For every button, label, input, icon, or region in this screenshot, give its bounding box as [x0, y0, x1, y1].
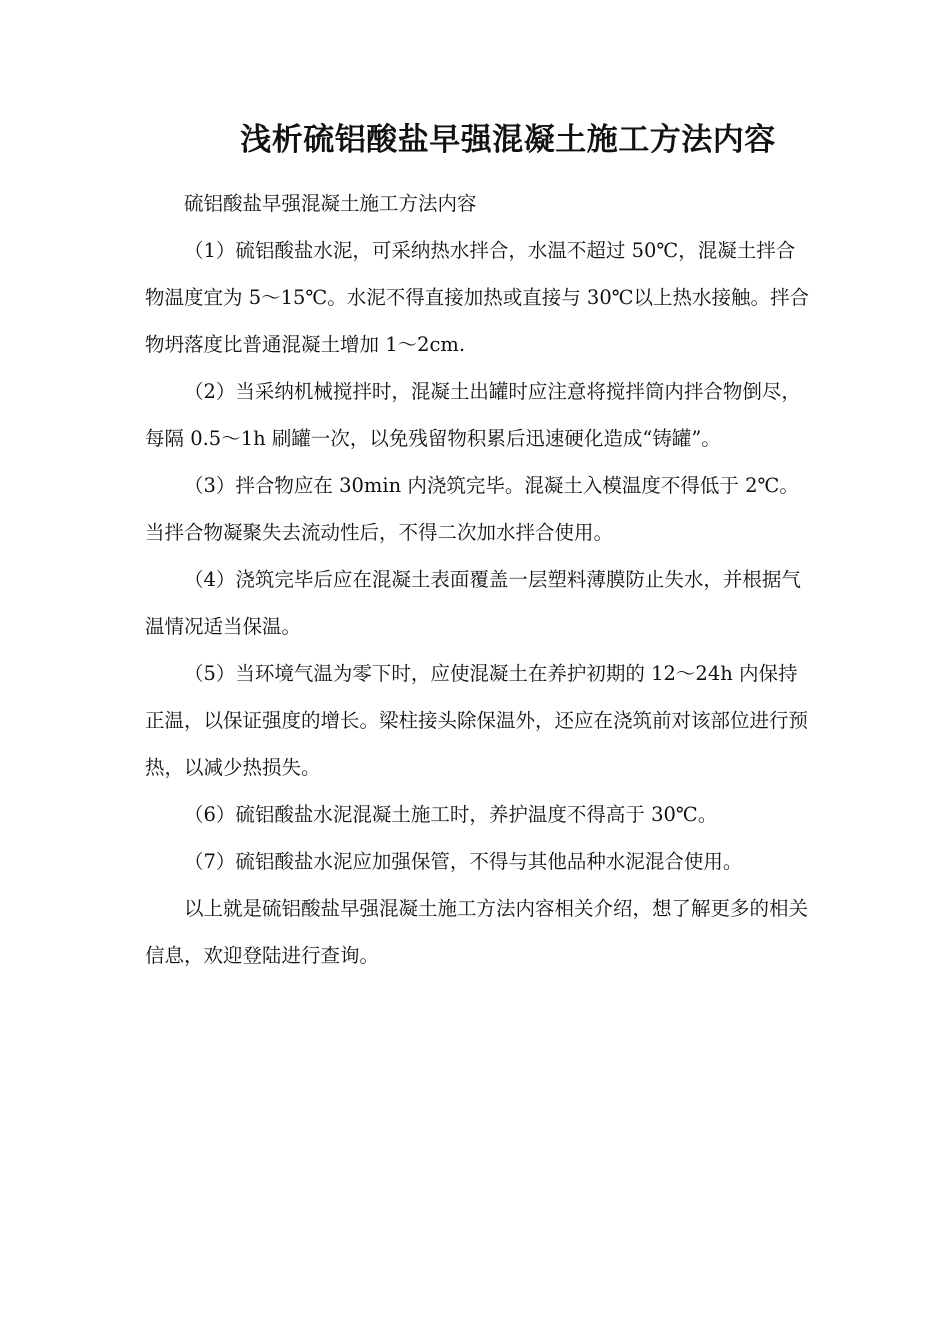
paragraph-item-2: （2）当采纳机械搅拌时，混凝土出罐时应注意将搅拌筒内拌合物倒尽，每隔 0.5～1h 刷罐一次，以免残留物积累后迅速硬化造成“铸罐”。 [145, 380, 801, 450]
paragraph-item-5: （5）当环境气温为零下时，应使混凝土在养护初期的 12～24h 内保持正温，以保证强度的增长。梁柱接头除保温外，还应在浇筑前对该部位进行预热，以减少热损失。 [145, 662, 809, 779]
paragraph-conclusion: 以上就是硫铝酸盐早强混凝土施工方法内容相关介绍，想了解更多的相关信息，欢迎登陆进行查询。 [145, 897, 809, 967]
paragraph-item-3: （3）拌合物应在 30min 内浇筑完毕。混凝土入模温度不得低于 2℃。当拌合物凝聚失去流动性后，不得二次加水拌合使用。 [145, 474, 799, 544]
paragraph-item-7: （7）硫铝酸盐水泥应加强保管，不得与其他品种水泥混合使用。 [184, 850, 743, 873]
paragraph-item-1: （1）硫铝酸盐水泥，可采纳热水拌合，水温不超过 50℃，混凝土拌合物温度宜为 5～15℃。水泥不得直接加热或直接与 30℃以上热水接触。拌合物坍落度比普通混凝土增加 1～2cm. [145, 239, 810, 356]
paragraph-intro: 硫铝酸盐早强混凝土施工方法内容 [184, 192, 477, 215]
paragraph-item-4: （4）浇筑完毕后应在混凝土表面覆盖一层塑料薄膜防止失水，并根据气温情况适当保温。 [145, 568, 801, 638]
document-body [145, 180, 812, 979]
paragraph-item-6: （6）硫铝酸盐水泥混凝土施工时，养护温度不得高于 30℃。 [184, 803, 718, 826]
document-title: 浅析硫铝酸盐早强混凝土施工方法内容 [240, 122, 776, 158]
